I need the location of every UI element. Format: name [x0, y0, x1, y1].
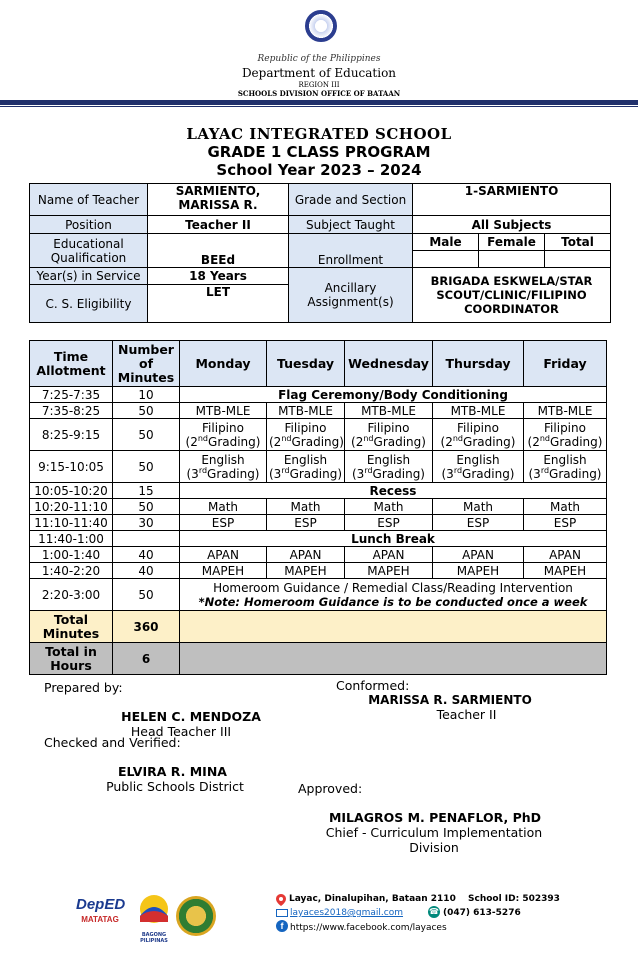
- subject-cell: APAN: [180, 547, 267, 563]
- table-row: [30, 387, 607, 403]
- conformed-name: MARISSA R. SARMIENTO: [368, 693, 532, 707]
- minutes-cell: [113, 531, 180, 547]
- school-seal-icon: [176, 896, 216, 936]
- grading-post: Grading): [550, 434, 603, 449]
- grading-sup: nd: [452, 433, 464, 443]
- subject-name: English: [543, 452, 587, 467]
- subject-cell: MAPEH: [345, 563, 433, 579]
- flag-ceremony-cell: Flag Ceremony/Body Conditioning: [180, 387, 607, 403]
- email-icon: [276, 909, 288, 917]
- subject-cell: Math: [345, 499, 433, 515]
- subject-cell: Math: [267, 499, 345, 515]
- male-count: [413, 251, 479, 268]
- subject-cell: ESP: [180, 515, 267, 531]
- bagong-pilipinas-logo: [132, 892, 176, 944]
- table-row: [30, 579, 607, 611]
- time-cell: 8:25-9:15: [30, 419, 113, 451]
- grading-post: Grading): [208, 434, 261, 449]
- subject-cell: MAPEH: [267, 563, 345, 579]
- facebook-link[interactable]: https://www.facebook.com/layaces: [290, 923, 447, 933]
- grading-post: Grading): [372, 466, 425, 481]
- total-hours-label: Total in Hours: [30, 643, 113, 675]
- time-cell: 7:35-8:25: [30, 403, 113, 419]
- grading-pre: (3: [269, 466, 282, 481]
- time-cell: 1:00-1:40: [30, 547, 113, 563]
- approved-title: Chief - Curriculum Implementation Division: [325, 825, 543, 855]
- deped-matatag-logo: [76, 896, 124, 936]
- grade-value: 1-SARMIENTO: [413, 184, 611, 216]
- subject-cell: APAN: [433, 547, 524, 563]
- subject-cell: ESP: [524, 515, 607, 531]
- subject-cell: [180, 419, 267, 451]
- minutes-cell: 50: [113, 403, 180, 419]
- subject-cell: [433, 451, 524, 483]
- conformed-label: Conformed:: [336, 678, 410, 693]
- minutes-cell: 30: [113, 515, 180, 531]
- subject-cell: [267, 451, 345, 483]
- subject-name: Filipino: [284, 420, 327, 435]
- checked-label: Checked and Verified:: [44, 735, 181, 750]
- school-name: LAYAC INTEGRATED SCHOOL: [186, 125, 452, 143]
- time-cell: 11:40-1:00: [30, 531, 113, 547]
- address-text: Layac, Dinalupihan, Bataan 2110: [289, 894, 456, 904]
- subject-cell: MTB-MLE: [180, 403, 267, 419]
- subject-cell: ESP: [267, 515, 345, 531]
- prepared-title: Head Teacher III: [130, 724, 232, 739]
- grading-sup: nd: [281, 433, 292, 443]
- subject-cell: Math: [180, 499, 267, 515]
- years-label: Year(s) in Service: [30, 268, 148, 285]
- time-cell: 1:40-2:20: [30, 563, 113, 579]
- subject-label: Subject Taught: [289, 216, 413, 234]
- position-label: Position: [30, 216, 148, 234]
- name-label: Name of Teacher: [30, 184, 148, 216]
- table-row: [30, 499, 607, 515]
- header-minutes: Number of Minutes: [113, 341, 180, 387]
- header-monday: Monday: [180, 341, 267, 387]
- grading-sup: nd: [363, 433, 374, 443]
- enrollment-label: Enrollment: [289, 234, 413, 268]
- subject-cell: [524, 451, 607, 483]
- subject-cell: Math: [524, 499, 607, 515]
- subject-cell: ESP: [433, 515, 524, 531]
- subject-cell: [267, 419, 345, 451]
- name-value: SARMIENTO, MARISSA R.: [148, 184, 289, 216]
- female-count: [479, 251, 545, 268]
- header-time: Time Allotment: [30, 341, 113, 387]
- header-tuesday: Tuesday: [267, 341, 345, 387]
- grading-post: Grading): [289, 466, 343, 481]
- female-label: Female: [479, 234, 545, 251]
- total-minutes-value: 360: [113, 611, 180, 643]
- time-cell: 11:10-11:40: [30, 515, 113, 531]
- total-minutes-row: [30, 611, 607, 643]
- header-thursday: Thursday: [433, 341, 524, 387]
- recess-cell: Recess: [180, 483, 607, 499]
- teacher-info-table: [29, 183, 611, 323]
- position-value: Teacher II: [148, 216, 289, 234]
- subject-name: English: [456, 452, 500, 467]
- subject-value: All Subjects: [413, 216, 611, 234]
- header-wednesday: Wednesday: [345, 341, 433, 387]
- school-id-text: School ID: 502393: [468, 894, 560, 904]
- grading-pre: (2: [269, 434, 282, 449]
- subject-name: English: [366, 452, 411, 467]
- grading-sup: rd: [198, 465, 208, 475]
- minutes-cell: 15: [113, 483, 180, 499]
- minutes-cell: 50: [113, 419, 180, 451]
- total-hours-row: [30, 643, 607, 675]
- table-row: [30, 451, 607, 483]
- homeroom-note: *Note: Homeroom Guidance is to be conducted once a week: [198, 594, 588, 609]
- header-rule-thin: [0, 106, 638, 107]
- ancillary-value: BRIGADA ESKWELA/STAR SCOUT/CLINIC/FILIPINO COORDINATOR: [413, 268, 611, 323]
- subject-cell: MAPEH: [433, 563, 524, 579]
- checked-name: ELVIRA R. MINA: [118, 764, 227, 779]
- department-line: Department of Education: [241, 66, 397, 80]
- time-cell: 9:15-10:05: [30, 451, 113, 483]
- school-year: School Year 2023 – 2024: [216, 161, 422, 179]
- minutes-cell: 50: [113, 579, 180, 611]
- region-line: REGION III: [298, 81, 340, 89]
- grading-pre: (3: [441, 466, 454, 481]
- subject-cell: [180, 451, 267, 483]
- subject-cell: APAN: [267, 547, 345, 563]
- table-row: [30, 403, 607, 419]
- time-cell: 7:25-7:35: [30, 387, 113, 403]
- approved-label: Approved:: [298, 781, 363, 796]
- subject-cell: ESP: [345, 515, 433, 531]
- email-link[interactable]: layaces2018@gmail.com: [290, 908, 404, 918]
- grading-pre: (2: [351, 434, 364, 449]
- homeroom-text: Homeroom Guidance / Remedial Class/Reading Intervention: [213, 580, 573, 595]
- division-line: SCHOOLS DIVISION OFFICE OF BATAAN: [237, 89, 401, 98]
- subject-name: Filipino: [544, 420, 586, 435]
- subject-cell: MTB-MLE: [433, 403, 524, 419]
- subject-name: English: [283, 452, 328, 467]
- bagong-pilipinas-text: BAGONG PILIPINAS: [140, 932, 168, 944]
- approved-name: MILAGROS M. PENAFLOR, PhD: [328, 810, 542, 825]
- grade-label: Grade and Section: [289, 184, 413, 216]
- phone-text: (047) 613-5276: [443, 908, 521, 918]
- grading-pre: (3: [351, 466, 365, 481]
- total-hours-blank: [180, 643, 607, 675]
- bagong-pilipinas-emblem-icon: [132, 892, 176, 928]
- table-row: [30, 419, 607, 451]
- matatag-text: MATATAG: [81, 915, 119, 924]
- prepared-label: Prepared by:: [44, 680, 123, 695]
- checked-title: Public Schools District: [106, 779, 244, 794]
- grading-pre: (3: [528, 466, 541, 481]
- grading-post: Grading): [373, 434, 426, 449]
- homeroom-cell: [180, 579, 607, 611]
- minutes-cell: 40: [113, 563, 180, 579]
- subject-cell: MTB-MLE: [267, 403, 345, 419]
- grading-pre: (2: [185, 434, 198, 449]
- header-friday: Friday: [524, 341, 607, 387]
- qualification-value: BEEd: [148, 234, 289, 268]
- subject-name: Filipino: [202, 420, 244, 435]
- subject-cell: Math: [433, 499, 524, 515]
- republic-line: Republic of the Philippines: [257, 54, 381, 64]
- grading-post: Grading): [549, 466, 602, 481]
- subject-cell: APAN: [345, 547, 433, 563]
- cs-eligibility-label: C. S. Eligibility: [30, 285, 148, 323]
- table-row: [30, 483, 607, 499]
- grading-sup: rd: [281, 465, 290, 475]
- ancillary-label: Ancillary Assignment(s): [289, 268, 413, 323]
- grading-sup: rd: [540, 465, 550, 475]
- subject-cell: [524, 419, 607, 451]
- subject-name: Filipino: [457, 420, 499, 435]
- prepared-name: HELEN C. MENDOZA: [121, 709, 261, 724]
- subject-cell: [433, 419, 524, 451]
- lunch-break-cell: Lunch Break: [180, 531, 607, 547]
- time-cell: 10:05-10:20: [30, 483, 113, 499]
- minutes-cell: 50: [113, 451, 180, 483]
- subject-name: English: [201, 452, 245, 467]
- male-label: Male: [413, 234, 479, 251]
- phone-icon: ☎: [429, 907, 439, 916]
- grading-sup: nd: [539, 433, 551, 443]
- years-value: 18 Years: [148, 268, 289, 285]
- grading-pre: (2: [527, 434, 540, 449]
- total-minutes-label: Total Minutes: [30, 611, 113, 643]
- total-label: Total: [545, 234, 611, 251]
- grading-post: Grading): [462, 466, 515, 481]
- grading-sup: nd: [197, 433, 209, 443]
- deped-seal-icon: [305, 10, 337, 42]
- subject-cell: MAPEH: [524, 563, 607, 579]
- grading-pre: (2: [440, 434, 453, 449]
- cs-eligibility-value: LET: [148, 285, 289, 323]
- program-title: GRADE 1 CLASS PROGRAM: [207, 143, 431, 161]
- grading-post: Grading): [463, 434, 516, 449]
- grading-post: Grading): [207, 466, 260, 481]
- time-cell: 10:20-11:10: [30, 499, 113, 515]
- minutes-cell: 50: [113, 499, 180, 515]
- subject-cell: MAPEH: [180, 563, 267, 579]
- facebook-icon: f: [276, 920, 288, 932]
- subject-cell: MTB-MLE: [524, 403, 607, 419]
- minutes-cell: 10: [113, 387, 180, 403]
- location-pin-icon: [276, 891, 286, 903]
- subject-cell: [345, 419, 433, 451]
- table-row: [30, 515, 607, 531]
- subject-cell: APAN: [524, 547, 607, 563]
- header-rule: [0, 100, 638, 105]
- table-row: [30, 563, 607, 579]
- subject-name: Filipino: [367, 420, 410, 435]
- qualification-label: Educational Qualification: [30, 234, 148, 268]
- grading-sup: rd: [364, 465, 373, 475]
- time-cell: 2:20-3:00: [30, 579, 113, 611]
- total-hours-value: 6: [113, 643, 180, 675]
- subject-cell: [345, 451, 433, 483]
- subject-cell: MTB-MLE: [345, 403, 433, 419]
- total-minutes-blank: [180, 611, 607, 643]
- grading-pre: (3: [186, 466, 199, 481]
- total-count: [545, 251, 611, 268]
- grading-post: Grading): [291, 434, 344, 449]
- deped-logo-text: DepED: [76, 896, 126, 913]
- class-schedule-table: [29, 340, 607, 675]
- grading-sup: rd: [453, 465, 463, 475]
- minutes-cell: 40: [113, 547, 180, 563]
- table-row: [30, 531, 607, 547]
- conformed-title: Teacher II: [436, 707, 497, 722]
- table-row: [30, 547, 607, 563]
